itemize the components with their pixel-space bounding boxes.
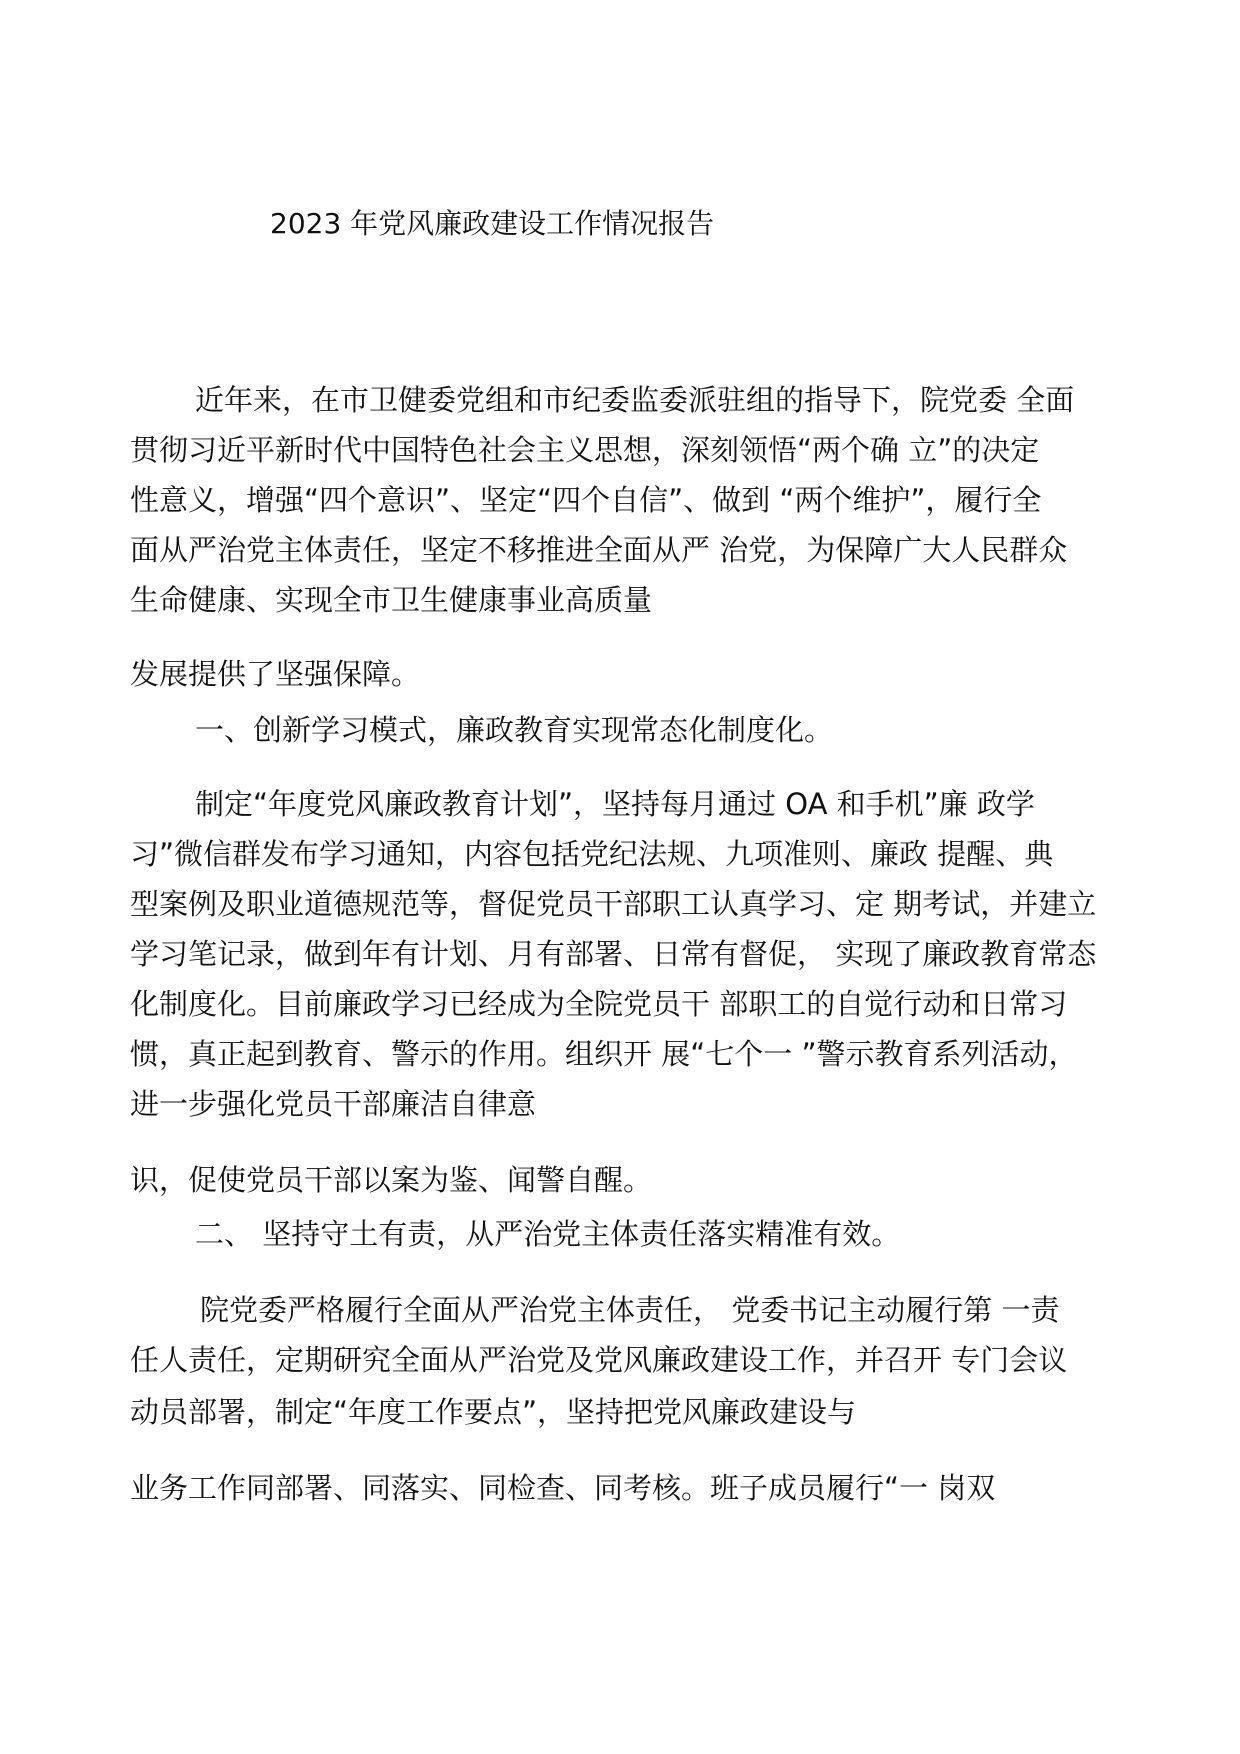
paragraph-line: 学习笔记录，做到年有计划、月有部署、日常有督促， 实现了廉政教育常态: [130, 937, 1097, 971]
paragraph-line: 识，促使党员干部以案为鉴、闻警自醒。: [130, 1163, 653, 1197]
paragraph-line: 贯彻习近平新时代中国特色社会主义思想，深刻领悟“两个确 立”的决定: [130, 433, 1040, 467]
paragraph-line: 面从严治党主体责任，坚定不移推进全面从严 治党，为保障广大人民群众: [130, 533, 1068, 567]
paragraph-line: 近年来，在市卫健委党组和市纪委监委派驻组的指导下，院党委 全面: [195, 383, 1075, 417]
section-heading: 一、创新学习模式，廉政教育实现常态化制度化。: [195, 713, 834, 747]
paragraph-line: 院党委严格履行全面从严治党主体责任， 党委书记主动履行第 一责: [200, 1293, 1060, 1327]
paragraph-line: 制定“年度党风廉政教育计划”，坚持每月通过 OA 和手机”廉 政学: [195, 787, 1035, 821]
paragraph-line: 进一步强化党员干部廉洁自律意: [130, 1087, 537, 1121]
paragraph-line: 业务工作同部署、同落实、同检查、同考核。班子成员履行“一 岗双: [130, 1471, 996, 1505]
paragraph-line: 习”微信群发布学习通知，内容包括党纪法规、九项准则、廉政 提醒、典: [130, 837, 1054, 871]
paragraph-line: 性意义，增强“四个意识”、坚定“四个自信”、做到 “两个维护”，履行全: [130, 483, 1042, 517]
paragraph-line: 动员部署，制定“年度工作要点”，坚持把党风廉政建设与: [130, 1395, 857, 1429]
document-title: 2023 年党风廉政建设工作情况报告: [270, 207, 715, 240]
paragraph-line: 惯，真正起到教育、警示的作用。组织开 展“七个一 ”警示教育系列活动，: [130, 1037, 1078, 1071]
paragraph-line: 型案例及职业道德规范等，督促党员干部职工认真学习、定 期考试，并建立: [130, 887, 1097, 921]
section-heading: 二、 坚持守土有责，从严治党主体责任落实精准有效。: [195, 1217, 901, 1251]
paragraph-line: 化制度化。目前廉政学习已经成为全院党员干 部职工的自觉行动和日常习: [130, 987, 1068, 1021]
paragraph-line: 任人责任，定期研究全面从严治党及党风廉政建设工作，并召开 专门会议: [130, 1343, 1068, 1377]
paragraph-line: 发展提供了坚强保障。: [130, 657, 421, 691]
paragraph-line: 生命健康、实现全市卫生健康事业高质量: [130, 583, 653, 617]
